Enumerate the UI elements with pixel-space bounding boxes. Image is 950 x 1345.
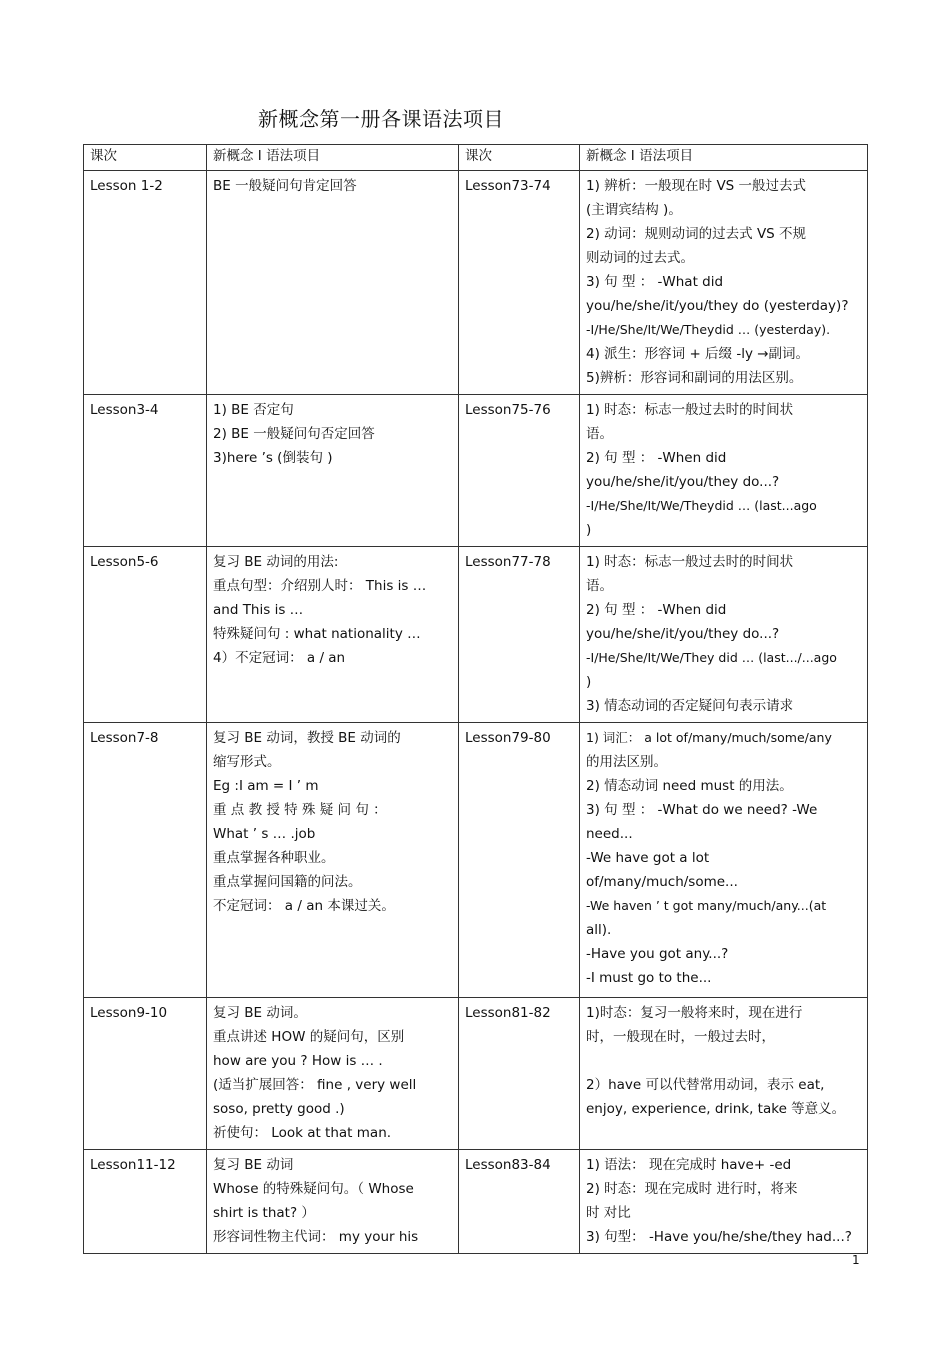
grammar-line: 1)时态：复习一般将来时，现在进行 xyxy=(586,1005,803,1021)
page-title: 新概念第一册各课语法项目 xyxy=(258,107,504,131)
grammar-line: What ’ s … .job xyxy=(213,826,316,842)
grammar-line: -We haven ’ t got many/much/any...(at xyxy=(586,898,827,913)
grammar-line: 3) 句型： -Have you/he/she/they had...? xyxy=(586,1229,852,1245)
table-row xyxy=(84,998,868,1150)
lesson-cell: Lesson5-6 xyxy=(84,547,207,723)
table-row xyxy=(84,723,868,998)
grammar-line: need... xyxy=(586,826,633,842)
grammar-line: 重点掌握问国籍的问法。 xyxy=(213,874,362,890)
grammar-line: -I must go to the... xyxy=(586,970,712,986)
grammar-line: all). xyxy=(586,922,612,938)
grammar-line: BE 一般疑问句肯定回答 xyxy=(213,178,357,194)
grammar-line: 缩写形式。 xyxy=(213,754,281,770)
grammar-line: 1) 时态：标志一般过去时的时间状 xyxy=(586,554,794,570)
grammar-line: -We have got a lot xyxy=(586,850,710,866)
grammar-line: enjoy, experience, drink, take 等意义。 xyxy=(586,1101,846,1117)
grammar-line: 2) 句 型 ： -When did xyxy=(586,602,727,618)
lesson-cell: Lesson79-80 xyxy=(459,723,580,998)
lesson-cell: Lesson11-12 xyxy=(84,1150,207,1254)
grammar-line: how are you ? How is … . xyxy=(213,1053,383,1069)
grammar-line: 不定冠词： a / an 本课过关。 xyxy=(213,898,395,914)
grammar-cell xyxy=(207,547,459,723)
grammar-line: 重点句型：介绍别人时： This is … xyxy=(213,578,427,594)
lesson-cell: Lesson7-8 xyxy=(84,723,207,998)
grammar-line: Whose 的特殊疑问句。（ Whose xyxy=(213,1181,414,1197)
grammar-line: 1) 时态：标志一般过去时的时间状 xyxy=(586,402,794,418)
grammar-line: 复习 BE 动词。 xyxy=(213,1005,307,1021)
lesson-cell: Lesson77-78 xyxy=(459,547,580,723)
grammar-line: 3) 句 型 ： -What did xyxy=(586,274,724,290)
grammar-line: -Have you got any...? xyxy=(586,946,729,962)
grammar-line: 的用法区别。 xyxy=(586,754,667,770)
lesson-cell: Lesson73-74 xyxy=(459,171,580,395)
grammar-cell xyxy=(580,171,868,395)
grammar-line: of/many/much/some... xyxy=(586,874,738,890)
grammar-line: 特殊疑问句 : what nationality … xyxy=(213,626,421,642)
grammar-line: shirt is that? ） xyxy=(213,1205,315,1221)
lesson-cell: Lesson83-84 xyxy=(459,1150,580,1254)
lesson-cell: Lesson3-4 xyxy=(84,395,207,547)
grammar-line: ) xyxy=(586,674,592,690)
grammar-line: 语。 xyxy=(586,426,613,442)
lesson-cell: Lesson 1-2 xyxy=(84,171,207,395)
grammar-line: 重点掌握各种职业。 xyxy=(213,850,335,866)
grammar-line: 3) 句 型 ： -What do we need? -We xyxy=(586,802,818,818)
grammar-line: 1) 词汇： a lot of/many/much/some/any xyxy=(586,730,832,745)
grammar-cell xyxy=(207,998,459,1150)
lesson-cell: Lesson9-10 xyxy=(84,998,207,1150)
header-lesson-right: 课次 xyxy=(459,145,580,171)
grammar-line: -I/He/She/It/We/Theydid … (last...ago xyxy=(586,498,817,513)
page-number: 1 xyxy=(852,1253,860,1267)
grammar-line: 2) 句 型 ： -When did xyxy=(586,450,727,466)
grammar-line: 2) BE 一般疑问句否定回答 xyxy=(213,426,375,442)
grammar-line: (适当扩展回答： fine , very well xyxy=(213,1077,417,1093)
grammar-line: 1) 辨析：一般现在时 VS 一般过去式 xyxy=(586,178,807,194)
grammar-line: ) xyxy=(586,522,592,538)
grammar-line: 时，一般现在时，一般过去时， xyxy=(586,1029,775,1045)
header-grammar-left: 新概念 I 语法项目 xyxy=(207,145,459,171)
grammar-cell xyxy=(580,723,868,998)
table-row xyxy=(84,171,868,395)
grammar-cell xyxy=(580,547,868,723)
grammar-line: 1) 语法： 现在完成时 have+ -ed xyxy=(586,1157,792,1173)
grammar-line: 复习 BE 动词 xyxy=(213,1157,294,1173)
table-row xyxy=(84,547,868,723)
grammar-cell xyxy=(580,1150,868,1254)
grammar-cell xyxy=(580,395,868,547)
grammar-cell xyxy=(580,998,868,1150)
grammar-cell xyxy=(207,723,459,998)
grammar-line: you/he/she/it/you/they do (yesterday)? xyxy=(586,298,849,314)
grammar-line: -I/He/She/It/We/Theydid … (yesterday). xyxy=(586,322,831,337)
grammar-table xyxy=(83,144,868,1254)
lesson-cell: Lesson81-82 xyxy=(459,998,580,1150)
grammar-line: 2) 时态：现在完成时 进行时，将来 xyxy=(586,1181,798,1197)
grammar-line: 形容词性物主代词： my your his xyxy=(213,1229,419,1245)
grammar-line: 则动词的过去式。 xyxy=(586,250,694,266)
lesson-cell: Lesson75-76 xyxy=(459,395,580,547)
grammar-line: 重点讲述 HOW 的疑问句，区别 xyxy=(213,1029,405,1045)
grammar-line: and This is … xyxy=(213,602,304,618)
table-row xyxy=(84,1150,868,1254)
grammar-line: (主谓宾结构 )。 xyxy=(586,202,682,218)
grammar-line: -I/He/She/It/We/They did … (last.../...ago xyxy=(586,650,837,665)
grammar-line: 3) 情态动词的否定疑问句表示请求 xyxy=(586,698,794,714)
grammar-line: Eg :I am = I ’ m xyxy=(213,778,319,794)
grammar-line xyxy=(586,1049,861,1073)
grammar-line: 1) BE 否定句 xyxy=(213,402,294,418)
grammar-cell xyxy=(207,395,459,547)
grammar-line: 2) 动词：规则动词的过去式 VS 不规 xyxy=(586,226,807,242)
grammar-line: 3)here ’s (倒装句 ) xyxy=(213,450,333,466)
table-row xyxy=(84,395,868,547)
grammar-line: 复习 BE 动词的用法: xyxy=(213,554,339,570)
grammar-line: 2) 情态动词 need must 的用法。 xyxy=(586,778,793,794)
grammar-cell xyxy=(207,171,459,395)
grammar-cell xyxy=(207,1150,459,1254)
grammar-line: 4) 派生：形容词 + 后缀 -ly →副词。 xyxy=(586,346,810,362)
grammar-line: you/he/she/it/you/they do...? xyxy=(586,626,780,642)
table-header-row xyxy=(84,145,868,171)
grammar-line: 重 点 教 授 特 殊 疑 问 句 ： xyxy=(213,802,387,818)
grammar-line: 复习 BE 动词，教授 BE 动词的 xyxy=(213,730,401,746)
grammar-line: you/he/she/it/you/they do...? xyxy=(586,474,780,490)
header-grammar-right: 新概念 I 语法项目 xyxy=(580,145,868,171)
grammar-line: 祈使句： Look at that man. xyxy=(213,1125,392,1141)
grammar-line: 2）have 可以代替常用动词，表示 eat, xyxy=(586,1077,825,1093)
grammar-line: 时 对比 xyxy=(586,1205,631,1221)
grammar-line: 5)辨析：形容词和副词的用法区别。 xyxy=(586,370,803,386)
grammar-line: 语。 xyxy=(586,578,613,594)
grammar-line: 4）不定冠词： a / an xyxy=(213,650,346,666)
grammar-line: soso, pretty good .) xyxy=(213,1101,345,1117)
header-lesson-left: 课次 xyxy=(84,145,207,171)
